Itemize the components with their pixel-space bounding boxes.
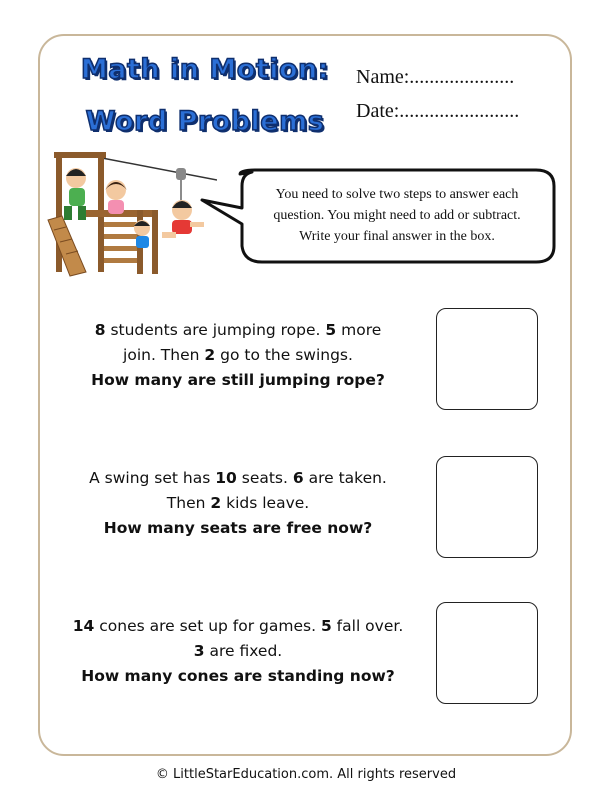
title-line-2: Word Problems <box>85 106 325 137</box>
question-3-line-1: 14 cones are set up for games. 5 fall over. <box>72 617 404 635</box>
instructions-text <box>252 184 542 247</box>
question-3-ask: How many cones are standing now? <box>81 667 395 685</box>
answer-box-1[interactable] <box>436 308 538 410</box>
instructions-line-3: Write your final answer in the box. <box>299 229 495 244</box>
question-1-ask: How many are still jumping rope? <box>91 371 385 389</box>
title-line-1: Math in Motion: <box>80 54 330 85</box>
question-2-line-2: Then 2 kids leave. <box>166 494 310 512</box>
date-field[interactable]: Date:........................ <box>356 100 520 122</box>
answer-box-3[interactable] <box>436 602 538 704</box>
name-field[interactable]: Name:..................... <box>356 66 515 88</box>
instructions-line-2: question. You might need to add or subtract. <box>273 208 521 223</box>
question-2-ask: How many seats are free now? <box>103 519 373 537</box>
question-3 <box>48 614 428 689</box>
question-2 <box>48 466 428 541</box>
copyright-footer: © LittleStarEducation.com. All rights reserved <box>155 767 457 782</box>
question-3-line-2: 3 are fixed. <box>193 642 283 660</box>
question-2-line-1: A swing set has 10 seats. 6 are taken. <box>89 469 387 487</box>
question-1 <box>48 318 428 393</box>
playground-illustration <box>42 150 217 280</box>
instructions-line-1: You need to solve two steps to answer each <box>275 187 519 202</box>
answer-box-2[interactable] <box>436 456 538 558</box>
question-1-line-1: 8 students are jumping rope. 5 more <box>94 321 382 339</box>
question-1-line-2: join. Then 2 go to the swings. <box>123 346 353 364</box>
